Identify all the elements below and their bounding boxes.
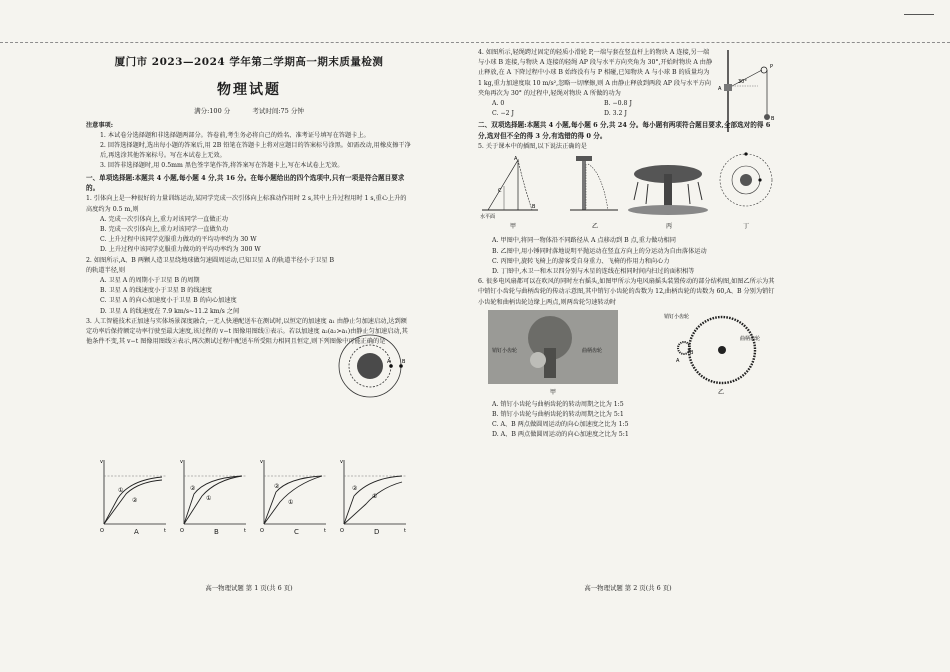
svg-text:v: v [180,459,183,465]
svg-text:①: ① [206,495,212,502]
svg-text:乙: 乙 [718,388,725,396]
graph-d [340,459,406,534]
svg-text:B: B [532,204,536,211]
page-2-footer: 高一物理试题 第 2 页(共 6 页) [584,583,672,592]
top-fold-line [0,42,950,43]
q6-option-b: B. 销钉小齿轮与曲柄齿轮的转动周期之比为 5:1 [492,411,624,419]
q4-option-b: B. −0.8 J [603,100,632,108]
exam-page-2 [478,48,778,608]
q3-label-a: A [134,528,139,536]
q6-figures [478,308,778,396]
full-score: 满分:100 分 [194,106,231,115]
pulley-figure [718,50,778,132]
notice-item: 2. 回答选择题时,选出每小题的答案后,用 2B 铅笔在答题卡上将对应题目的答案标号涂黑。如需改动,用橡皮擦干净后,再选涂其他答案标号。写在本试卷上无效。 [100,141,411,160]
notice-item: 3. 回答非选择题时,用 0.5mm 黑色签字笔作答,将答案写在答题卡上,写在本试卷上无效。 [100,162,344,170]
q6-option-c: C. A、B 两点做圆周运动的向心加速度之比为 1:5 [492,421,629,429]
exam-title: 厦门市 2023—2024 学年第二学期高一期末质量检测 [114,56,384,68]
q2-option-d: D. 卫星 A 的线速度在 7.9 km/s~11.2 km/s 之间 [100,307,240,315]
gear-diagram-yi [664,313,760,396]
svg-text:A: A [514,156,518,163]
svg-text:t: t [244,528,246,534]
svg-text:②: ② [274,483,280,490]
svg-text:①: ① [372,493,378,500]
svg-text:②: ② [190,485,196,492]
vt-graphs-svg [90,454,410,538]
q3-label-c: C [294,528,299,536]
svg-text:A: A [676,357,680,364]
svg-text:v: v [340,459,343,465]
svg-text:P: P [770,64,774,70]
svg-text:水平面: 水平面 [480,214,496,221]
svg-text:B: B [690,349,694,356]
q3-graphs [90,454,410,538]
label-bing: 丙 [666,223,673,231]
question-2: 2. 如图所示,A、B 两颗人造卫星绕地球做匀速圆周运动,已知卫星 A 的轨道半径小于卫星 B 的轨道半径,则 [86,256,335,274]
svg-text:B: B [771,116,775,122]
q6-option-d: D. A、B 两点做圆周运动的向心加速度之比为 5:1 [492,431,629,439]
label-ding: 丁 [743,223,750,231]
q5-figures [478,152,778,232]
subject-title: 物理试题 [217,82,281,98]
q3-label-d: D [374,528,380,536]
block-a [724,84,732,91]
q5-option-a: A. 甲图中,将同一物体沿不同路径从 A 点移动到 B 点,重力做功相同 [492,237,676,245]
q2-option-b: B. 卫星 A 的线速度小于卫星 B 的线速度 [100,287,212,295]
svg-text:曲柄齿轮: 曲柄齿轮 [582,347,603,354]
satellite-orbit-figure [336,330,408,402]
svg-text:t: t [324,528,326,534]
q5-option-d: D. 丁图中,木卫一和木卫四分别与木星的连线在相同时间内扫过的面积相等 [492,268,695,276]
svg-text:①: ① [118,487,124,494]
q1-option-c: C. 上升过程中该同学克服重力做功的平均功率约为 30 W [100,236,257,244]
svg-text:B: B [402,359,406,365]
svg-text:C: C [498,188,502,195]
q4-option-c: C. −2 J [492,110,515,118]
notice-item: 1. 本试卷分选择题和非选择题两部分。答卷前,考生务必将自己的姓名、准考证号填写在答题卡上。 [100,131,370,139]
page-1-footer: 高一物理试题 第 1 页(共 6 页) [205,583,293,592]
q4-option-a: A. 0 [492,100,505,108]
ball-b [764,114,770,120]
svg-text:O: O [260,528,264,534]
question-4: 4. 如图所示,轻绳跨过固定的轻质小滑轮 P,一端与套在竖直杆上的物块 A 连接,另一端与小球 B 连接,与物块 A 连接的轻绳 AP 段与水平方向夹角为 30°,开始时物块 A 由静止释放,在 A 下降过程中小球 B 始终没有与 P 相碰,已知物块 A 与小球 B 的质量均为 1 kg,重力加速度取 10 m/s²,忽略一切摩擦,则 A 由静止释放到两段 AP 段与水平方向夹角再次为 30° 的过程中,轻绳对物块 A 所做的功为 [478,49,713,97]
exam-meta [86,106,412,115]
svg-text:②: ② [352,485,358,492]
pin-gear [678,342,690,354]
exam-time: 考试时间:75 分钟 [252,106,304,115]
svg-text:曲柄齿轮: 曲柄齿轮 [740,335,761,342]
svg-text:甲: 甲 [550,388,557,396]
svg-text:A: A [387,359,391,365]
q2-option-c: C. 卫星 A 的向心加速度小于卫星 B 的向心加速度 [100,297,237,305]
svg-text:销钉小齿轮: 销钉小齿轮 [492,347,518,354]
q3-label-b: B [214,528,219,536]
section-1-heading: 一、单项选择题:本题共 4 小题,每小题 4 分,共 16 分。在每小题给出的四个选项中,只有一项是符合题目要求的。 [86,173,405,192]
svg-text:②: ② [132,497,138,504]
svg-text:v: v [260,459,263,465]
question-6: 6. 很多电风扇都可以在吹风的同时左右摇头,如图甲所示为电风扇摇头装置传动的部分结构图,如图乙所示为其中销钉小齿轮与曲柄齿轮的传动示意图,其中销钉小齿轮的齿数为 12,曲柄齿轮的齿数为 60,A、B 分别为销钉小齿轮和曲柄齿轮边缘上两点,则两齿轮匀速转动时 [478,278,775,306]
notice-heading: 注意事项: [86,121,114,129]
svg-text:t: t [164,528,166,534]
q6-option-a: A. 销钉小齿轮与曲柄齿轮的转动周期之比为 1:5 [492,400,624,408]
svg-text:30°: 30° [738,79,747,85]
label-yi: 乙 [592,223,599,231]
earth [357,353,383,379]
graph-a [100,459,166,534]
svg-text:销钉小齿轮: 销钉小齿轮 [664,313,690,320]
q5-option-b: B. 乙图中,用小锤同时落地说明平抛运动在竖直方向上的分运动为自由落体运动 [492,247,707,255]
svg-text:①: ① [288,499,294,506]
question-5: 5. 关于课本中的插图,以下说法正确的是 [478,143,587,151]
question-1: 1. 引体向上是一种很好的力量训练运动,某同学完成一次引体向上标准动作用时 2 s,其中上升过程用时 1 s,重心上升的高度约为 0.5 m,则 [86,195,407,213]
q1-option-a: A. 完成一次引体向上,重力对该同学一直做正功 [100,215,228,223]
section-2-heading: 二、双项选择题:本题共 4 小题,每小题 6 分,共 24 分。每小题有两项符合题目要求,全部选对的得 6 分,选对但不全的得 3 分,有选错的得 0 分。 [478,121,771,140]
q4-option-d: D. 3.2 J [603,110,627,118]
svg-text:A: A [718,86,722,92]
q1-option-b: B. 完成一次引体向上,重力对该同学一直做负功 [100,225,229,233]
svg-text:O: O [100,528,104,534]
figure-ding [720,153,772,207]
question-3: 3. 人工智能技术正加速与实体场景深度融合,一无人快递配送车在测试时,以恒定的加速度 a₁ 由静止匀加速启动,达到额定功率后保持额定功率行驶至最大速度,该过程的 v−t 图像用图线①表示。若以加速度 a₂(a₂>a₁)由静止匀加速启动,其他条件不变,其 v−t 图像用图线②表示,两次测试过程中配送车所受阻力相同且恒定,则下列图像中可能正确的是 [86,317,408,346]
exam-page-1 [86,44,412,604]
svg-text:O: O [340,528,344,534]
label-jia: 甲 [510,223,517,231]
q1-option-d: D. 上升过程中该同学克服重力做功的平均功率约为 300 W [100,246,261,254]
svg-text:O: O [180,528,184,534]
gear-photo-jia [488,310,618,396]
svg-text:v: v [100,459,103,465]
corner-mark [904,14,934,15]
graph-b [180,459,246,534]
graph-c [260,459,326,534]
figure-bing [628,165,708,215]
svg-text:t: t [404,528,406,534]
figure-yi [570,156,618,210]
q5-option-c: C. 丙图中,旋转飞椅上的游客受自身重力、飞椅的作用力和向心力 [492,257,670,265]
figure-jia [480,156,538,220]
q2-option-a: A. 卫星 A 的周期小于卫星 B 的周期 [100,276,200,284]
